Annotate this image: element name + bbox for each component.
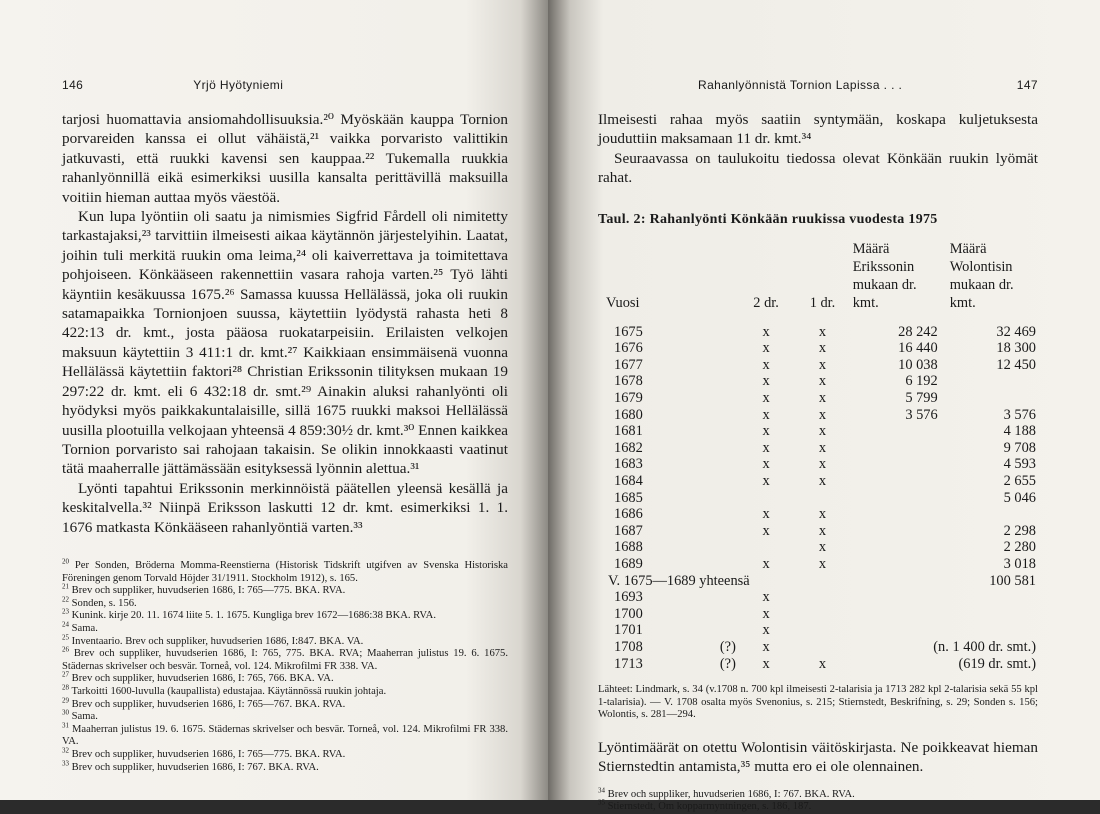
- eriksson-cell: 5 799: [905, 390, 938, 406]
- table-row: [598, 523, 1038, 540]
- one-dr-cell: x: [818, 506, 827, 523]
- header-eriksson: Määrä Erikssonin mukaan dr. kmt.: [852, 240, 917, 311]
- one-dr-cell: x: [818, 655, 827, 672]
- query-cell: [700, 440, 738, 457]
- right-paragraph-1: Ilmeisesti rahaa myös saatiin syntymään, koskapa kuljetuksesta jouduttiin maksamaan 11 dr. kmt.³⁴: [598, 111, 1038, 148]
- year-cell: 1686: [614, 506, 643, 523]
- year-cell: 1677: [614, 356, 643, 373]
- query-cell: [700, 456, 738, 473]
- two-dr-cell: x: [762, 373, 770, 390]
- footnote-number: 26: [62, 645, 69, 654]
- two-dr-cell: x: [762, 555, 770, 572]
- query-cell: [700, 539, 738, 556]
- two-dr-cell: x: [762, 638, 770, 655]
- one-dr-cell: x: [818, 373, 827, 390]
- eriksson-cell: 3 576: [905, 406, 938, 423]
- footnote-text: Maaherran julistus 19. 6. 1675. Städernas skrivelser och besvär. Torneå, vol. 124. Mikrofilmi FR 338. VA.: [62, 723, 508, 748]
- left-paragraph-1: tarjosi huomattavia ansiomahdollisuuksia.²⁰ Myöskään kauppa Tornion porvareiden kanssa ei ollut vähäistä,²¹ vaikka porvaristo valittikin jatkuvasti, että ruukki kavensi sen kauppaa.²² Tukemalla ruukkia rahanlyönnillä eikä esimerkiksi uusilla kansalta perittävillä maksuilla voitiin hieman auttaa myös väestöä.: [62, 111, 508, 206]
- eriksson-cell: 16 440: [898, 340, 938, 357]
- footnote: [62, 595, 508, 611]
- table-row: [598, 373, 1038, 390]
- table-row: [598, 407, 1038, 424]
- footnote: [62, 620, 508, 636]
- footnote-text: Brev och suppliker, huvudserien 1686, I: 765, 766. BKA. VA.: [71, 673, 334, 685]
- year-cell: 1685: [614, 489, 643, 506]
- footnote: [62, 683, 508, 699]
- query-cell: [700, 490, 738, 507]
- header-wolontis: Määrä Wolontisin mukaan dr. kmt.: [949, 240, 1014, 311]
- table-row: [598, 473, 1038, 490]
- sum-value: 100 581: [989, 572, 1036, 589]
- one-dr-cell: [794, 490, 850, 507]
- right-closing-text: [598, 738, 1038, 777]
- one-dr-cell: x: [818, 539, 827, 556]
- note-cell: (619 dr. smt.): [958, 655, 1036, 672]
- query-cell: [700, 473, 738, 490]
- two-dr-cell: x: [762, 622, 770, 639]
- two-dr-cell: x: [762, 340, 770, 357]
- eriksson-cell: [851, 456, 948, 473]
- table-body: [598, 312, 1038, 672]
- year-cell: 1679: [614, 390, 643, 406]
- query-cell: [700, 622, 738, 639]
- wolontis-cell: 2 298: [1003, 522, 1036, 539]
- footnote: [62, 708, 508, 724]
- left-running-head: [62, 78, 508, 92]
- footnote: [62, 670, 508, 686]
- two-dr-cell: x: [762, 522, 770, 539]
- query-cell: [700, 340, 738, 357]
- year-cell: 1676: [614, 340, 643, 357]
- footnote: [62, 645, 509, 673]
- sum-label: V. 1675—1689 yhteensä: [608, 572, 750, 589]
- year-cell: 1681: [614, 423, 643, 440]
- year-cell: 1713: [614, 655, 643, 672]
- query-cell: [700, 373, 738, 390]
- two-dr-cell: x: [762, 472, 770, 489]
- header-vuosi: Vuosi: [606, 294, 640, 311]
- two-dr-cell: [738, 490, 794, 507]
- year-cell: 1700: [614, 605, 643, 622]
- year-cell: 1708: [614, 638, 643, 655]
- right-paragraph-2: Seuraavassa on taulukoitu tiedossa olevat Könkään ruukin lyömät rahat.: [598, 149, 1038, 187]
- footnote-number: 32: [62, 746, 69, 755]
- eriksson-cell: 6 192: [905, 373, 938, 390]
- header-1dr: 1 dr.: [809, 294, 836, 311]
- footnote: [598, 786, 1038, 802]
- year-cell: 1689: [614, 555, 643, 572]
- footnote: [62, 746, 508, 762]
- footnote-number: 20: [62, 557, 69, 566]
- table-header-row: [598, 240, 1038, 312]
- wolontis-cell: 9 708: [1003, 439, 1036, 456]
- eriksson-cell: [851, 490, 948, 507]
- table-row: [598, 539, 1038, 556]
- one-dr-cell: [794, 639, 850, 656]
- note-cell: (n. 1 400 dr. smt.): [933, 638, 1036, 655]
- footnote: [62, 607, 508, 623]
- two-dr-cell: x: [762, 323, 770, 340]
- one-dr-cell: x: [818, 406, 827, 423]
- one-dr-cell: x: [818, 439, 827, 456]
- footnote: [62, 557, 508, 585]
- wolontis-cell: [948, 373, 1038, 390]
- footnote-text: Kunink. kirje 20. 11. 1674 liite 5. 1. 1675. Kungliga brev 1672—1686:38 BKA. RVA.: [71, 610, 436, 622]
- footnote-number: 29: [62, 696, 69, 704]
- one-dr-cell: [794, 606, 850, 623]
- one-dr-cell: x: [818, 555, 827, 572]
- footnote: [62, 696, 508, 712]
- footnote-number: 25: [62, 633, 69, 642]
- query-cell: [700, 606, 738, 623]
- left-paragraph-3: Lyönti tapahtui Erikssonin merkinnöistä päätellen yleensä kesällä ja keskitalvella.³² Niinpä Eriksson laskutti 12 dr. kmt. esimerkiksi 1. 1. 1676 matkasta Könkääseen rahanlyöntiä varten.³³: [62, 479, 508, 536]
- footnote: [598, 798, 1038, 814]
- left-page: [0, 0, 548, 800]
- query-cell: [700, 589, 738, 606]
- year-cell: 1687: [614, 522, 643, 539]
- footnote-text: Sama.: [71, 711, 98, 723]
- two-dr-cell: x: [762, 456, 770, 473]
- right-running-title: Rahanlyönnistä Tornion Lapissa . . .: [698, 78, 903, 92]
- table-row: [598, 324, 1038, 341]
- one-dr-cell: x: [818, 456, 827, 473]
- one-dr-cell: x: [818, 423, 827, 440]
- left-body-text: [62, 110, 508, 537]
- footnote-number: 22: [62, 595, 69, 604]
- eriksson-cell: [851, 506, 948, 523]
- two-dr-cell: x: [762, 423, 770, 440]
- table-row: [598, 423, 1038, 440]
- left-footnotes: [62, 557, 509, 774]
- left-paragraph-2: Kun lupa lyöntiin oli saatu ja nimismies Sigfrid Fårdell oli nimitetty tarkastajaksi,²³ tarvittiin ilmeisesti aikaa käytännön järjestelyihin. Laatat, joihin tuli merkitä ruukin oma leima,²⁴ oli kaiverrettava ja toimitettava pohjoiseen. Könkääseen rakennettiin vasara rahoja varten.²⁵ Työ lähti käyntiin kesäkuussa 1675.²⁶ Samassa kuussa Hellälässä, joka oli ruukin satamapaikka Tornionjoen suussa, käytettiin lyödystä rahasta heti 8 422:13 dr. kmt., josta pääosa ruokatarpeisiin. Erilaisten velkojen maksuun käytettiin 3 411:1 dr. kmt.²⁷ Kaikkiaan ensimmäisenä vuonna Hellälässä käytettiin faktori²⁸ Christian Erikssonin tilityksen mukaan 19 297:22 dr. kmt. eli 6 432:18 dr. smt.²⁹ Ainakin aluksi rahanlyönti oli hyödyksi myös paikkakuntalaisille, sillä 1675 ruukki maksoi Hellälässä uusilla plootuilla velkojaan yhteensä 4 859:30½ dr. kmt.³⁰ Ennen kaikkea Tornion porvaristo sai rahojaan takaisin. Se olikin innokkaasti vaatinut tätä maaherralle jättämässään esityksessä lyönnin alettua.³¹: [62, 208, 508, 478]
- query-cell: (?): [719, 655, 736, 672]
- query-cell: [700, 324, 738, 341]
- table-row: [598, 656, 1038, 673]
- footnote-number: 34: [598, 786, 605, 795]
- eriksson-cell: 10 038: [898, 356, 938, 373]
- one-dr-cell: x: [818, 472, 827, 489]
- wolontis-cell: 2 280: [1003, 539, 1036, 556]
- one-dr-cell: x: [818, 522, 827, 539]
- footnote-number: 24: [62, 620, 69, 629]
- query-cell: [700, 407, 738, 424]
- query-cell: [700, 390, 738, 407]
- note-cell: [851, 606, 1038, 623]
- eriksson-cell: [851, 440, 948, 457]
- eriksson-cell: 28 242: [898, 323, 938, 340]
- year-cell: 1684: [614, 472, 643, 489]
- right-page: [548, 0, 1100, 813]
- footnote: [62, 582, 508, 598]
- two-dr-cell: x: [762, 406, 770, 423]
- wolontis-cell: 3 018: [1003, 555, 1036, 572]
- table-row: [598, 490, 1038, 507]
- footnote-text: Brev och suppliker, huvudserien 1686, I: 767. BKA. RVA.: [607, 788, 855, 800]
- one-dr-cell: [794, 589, 850, 606]
- query-cell: (?): [719, 638, 736, 655]
- wolontis-cell: [948, 390, 1038, 407]
- query-cell: [700, 423, 738, 440]
- eriksson-cell: [851, 523, 948, 540]
- footnote-number: 31: [62, 721, 69, 730]
- left-page-number: 146: [62, 78, 84, 92]
- coinage-table: [598, 240, 1038, 672]
- query-cell: [700, 506, 738, 523]
- two-dr-cell: [738, 539, 794, 556]
- table-row: [598, 340, 1038, 357]
- year-cell: 1678: [614, 373, 643, 390]
- two-dr-cell: x: [762, 356, 770, 373]
- wolontis-cell: 5 046: [1003, 489, 1036, 506]
- left-running-title: Yrjö Hyötyniemi: [193, 78, 284, 92]
- one-dr-cell: x: [818, 390, 827, 406]
- note-cell: [851, 589, 1038, 606]
- footnote-text: Sama.: [71, 622, 98, 634]
- footnote-text: Brev och suppliker, huvudserien 1686, I: 767. BKA. RVA.: [71, 761, 319, 773]
- year-cell: 1682: [614, 439, 643, 456]
- right-footnotes: [598, 786, 1038, 814]
- query-cell: [700, 556, 738, 573]
- footnote-text: Tarkoitti 1600-luvulla (kaupallista) edustajaa. Käytännössä ruukin johtaja.: [71, 685, 387, 697]
- footnote-text: Per Sonden, Bröderna Momma-Reenstierna (Historisk Tidskrift utgifven av Svenska Historiska Föreningen genom Torvald Höjder 31/1911. Stockholm 1912), s. 165.: [62, 560, 508, 584]
- right-closing-paragraph: Lyöntimäärät on otettu Wolontisin väitöskirjasta. Ne poikkeavat hieman Stiernstedtin antamista,³⁵ mutta ero ei ole olennainen.: [598, 738, 1038, 776]
- two-dr-cell: x: [762, 390, 770, 406]
- year-cell: 1675: [614, 323, 643, 340]
- wolontis-cell: 3 576: [1003, 406, 1036, 423]
- footnote: [62, 758, 508, 775]
- year-cell: 1701: [614, 622, 643, 639]
- footnote-number: 21: [62, 582, 69, 591]
- footnote-number: 33: [62, 758, 69, 767]
- table-sources: Lähteet: Lindmark, s. 34 (v.1708 n. 700 kpl ilmeisesti 2-talarisia ja 1713 282 kpl 2-talarisia sekä 55 kpl 1-talarisia). — V. 1708 osalta myös Svenonius, s. 215; Stiernstedt, Beskrifning, s. 29; Sonden s. 156; Wolontis, s. 281—294.: [598, 684, 1038, 721]
- table-row: [598, 606, 1038, 623]
- eriksson-cell: [851, 539, 948, 556]
- footnote-text: Brev och suppliker, huvudserien 1686, I: 765—775. BKA. RVA.: [71, 748, 346, 760]
- one-dr-cell: x: [818, 356, 827, 373]
- sum-row: [598, 573, 1038, 590]
- two-dr-cell: x: [762, 439, 770, 456]
- table-row: [598, 622, 1038, 639]
- footnote-number: 27: [62, 670, 69, 679]
- one-dr-cell: [794, 622, 850, 639]
- wolontis-cell: 32 469: [996, 323, 1036, 340]
- eriksson-cell: [851, 556, 948, 573]
- query-cell: [700, 357, 738, 374]
- footnote-text: Brev och suppliker, huvudserien 1686, I: 765—775. BKA. RVA.: [71, 585, 346, 597]
- table-row: [598, 639, 1038, 656]
- eriksson-cell: [851, 423, 948, 440]
- year-cell: 1693: [614, 589, 643, 606]
- table-row: [598, 390, 1038, 407]
- two-dr-cell: x: [762, 605, 770, 622]
- year-cell: 1680: [614, 406, 643, 423]
- one-dr-cell: x: [818, 323, 827, 340]
- footnote-text: Sonden, s. 156.: [71, 597, 137, 609]
- footnote-text: Inventaario. Brev och suppliker, huvudserien 1686, I:847. BKA. VA.: [71, 635, 364, 647]
- table-row: [598, 506, 1038, 523]
- two-dr-cell: x: [762, 506, 770, 523]
- wolontis-cell: [948, 506, 1038, 523]
- footnote-number: 35: [598, 798, 605, 807]
- footnote: [62, 633, 508, 649]
- right-running-head: [598, 78, 1038, 92]
- footnote-number: 30: [62, 708, 69, 717]
- table-row: [598, 556, 1038, 573]
- wolontis-cell: 4 593: [1003, 456, 1036, 473]
- footnote-text: Brev och suppliker, huvudserien 1686, I: 765—767. BKA. RVA.: [71, 698, 346, 710]
- wolontis-cell: 12 450: [996, 356, 1036, 373]
- footnote: [62, 721, 508, 749]
- table-row: [598, 589, 1038, 606]
- table-row: [598, 440, 1038, 457]
- eriksson-cell: [851, 473, 948, 490]
- right-intro-text: [598, 110, 1038, 188]
- one-dr-cell: x: [818, 340, 827, 357]
- wolontis-cell: 2 655: [1003, 472, 1036, 489]
- table-caption: Taul. 2: Rahanlyönti Könkään ruukissa vuodesta 1975: [598, 211, 938, 227]
- header-2dr: 2 dr.: [753, 294, 779, 311]
- wolontis-cell: 4 188: [1003, 423, 1036, 440]
- table-row: [598, 456, 1038, 473]
- year-cell: 1683: [614, 456, 643, 473]
- note-cell: [851, 622, 1038, 639]
- table-spacer: [598, 312, 1038, 324]
- query-cell: [700, 523, 738, 540]
- footnote-text: Brev och suppliker, huvudserien 1686, I: 765, 775. BKA. RVA; Maaherran julistus 19. 6. 1675. Städernas skrivelser och besvär. Torneå, vol. 124. Mikrofilmi FR 338. VA.: [62, 648, 509, 672]
- spacer-cell: [598, 312, 700, 324]
- two-dr-cell: x: [762, 655, 770, 672]
- footnote-number: 23: [62, 607, 69, 616]
- right-page-number: 147: [1016, 78, 1038, 92]
- wolontis-cell: 18 300: [996, 340, 1036, 357]
- two-dr-cell: x: [762, 589, 770, 606]
- year-cell: 1688: [614, 539, 643, 556]
- footnote-number: 28: [62, 683, 69, 692]
- footnote-text: Stiernstedt, Om kopparmyntningen, s. 186, 187.: [607, 801, 812, 813]
- table-row: [598, 357, 1038, 374]
